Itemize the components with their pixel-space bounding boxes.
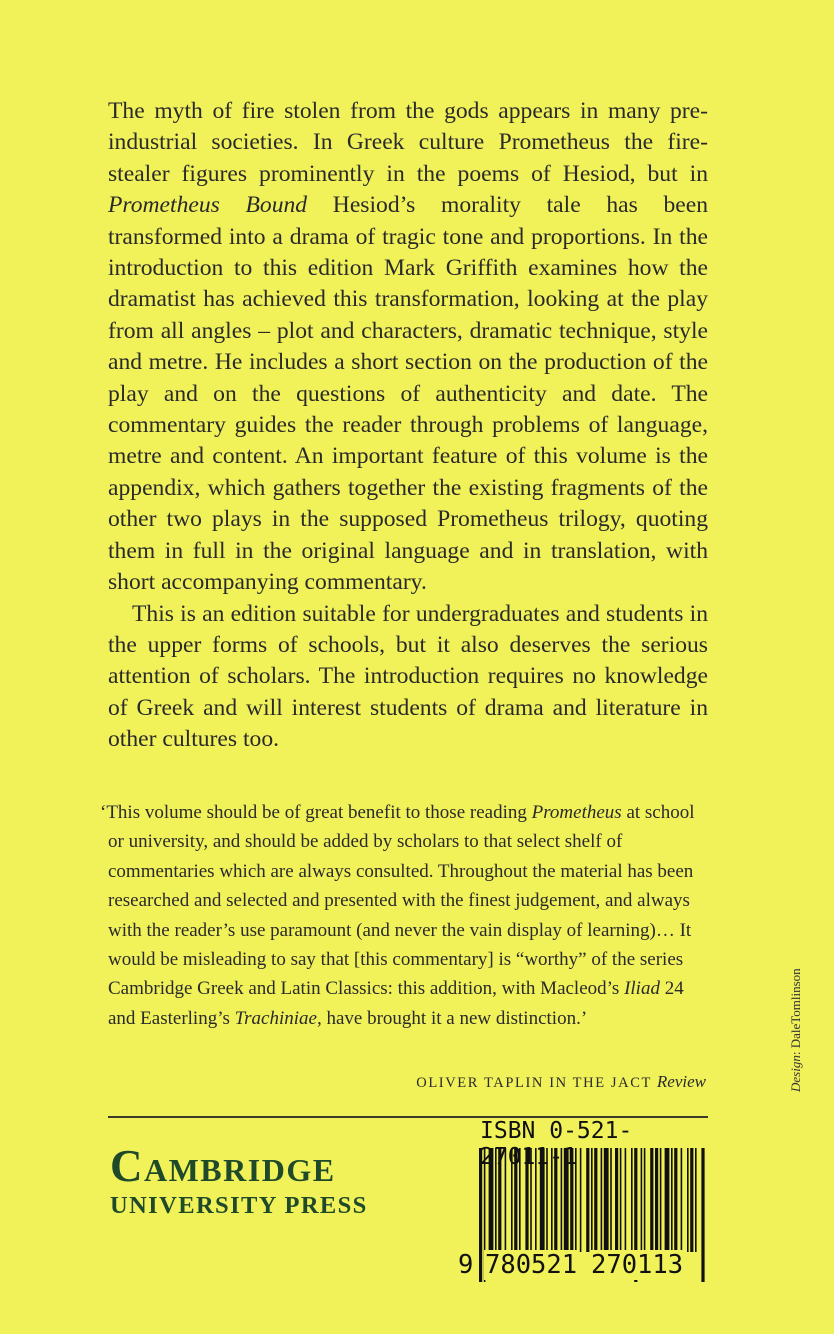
barcode-bar [495, 1148, 497, 1252]
barcode-bar [479, 1148, 482, 1282]
description-paragraph-2: This is an edition suitable for undergraduates and students in the upper forms of schools, but it also deserves the serious attention of scholars. The introduction requires no knowledge of Greek and will interest students of drama and literature in other cultures too. [108, 600, 708, 753]
barcode-bar [586, 1148, 589, 1252]
barcode-bar [671, 1148, 673, 1252]
book-description [108, 96, 708, 756]
barcode-bar [561, 1148, 563, 1252]
barcode-bar [554, 1148, 557, 1252]
barcode-bar [674, 1148, 677, 1252]
description-paragraph-1: The myth of fire stolen from the gods appears in many pre-industrial societies. In Greek culture Prometheus the fire-stealer figures prominently in the poems of Hesiod, but in Prometheus Bound Hesiod’s morality tale has been transformed into a drama of tragic tone and proportions. In the introduction to this edition Mark Griffith examines how the dramatist has achieved this transformation, looking at the play from all angles – plot and characters, dramatic technique, style and metre. He includes a short section on the production of the play and on the questions of authenticity and date. The commentary guides the reader through problems of language, metre and content. An important feature of this volume is the appendix, which gathers together the existing fragments of the other two plays in the supposed Prometheus trilogy, quoting them in full in the original language and in translation, with short accompanying commentary. [108, 98, 709, 596]
barcode-bar [690, 1148, 693, 1252]
publisher-press: UNIVERSITY PRESS [110, 1192, 368, 1219]
quote-attribution: OLIVER TAPLIN IN THE JACT Review [416, 1072, 706, 1091]
barcode-bar [525, 1148, 528, 1252]
barcode-bar [594, 1148, 597, 1252]
barcode-bar [610, 1148, 612, 1252]
barcode-bar [505, 1148, 507, 1252]
barcode-bar [650, 1148, 653, 1252]
barcode-bar [631, 1148, 633, 1252]
barcode-bar [620, 1148, 622, 1252]
barcode-bar [660, 1148, 662, 1252]
barcode-bar [489, 1148, 494, 1252]
barcode-bar [695, 1148, 697, 1252]
barcode-bar [681, 1148, 683, 1252]
barcode-bar [625, 1148, 627, 1252]
barcode-bar [644, 1148, 646, 1252]
barcode-bar [564, 1148, 569, 1252]
barcode-bar [641, 1148, 643, 1252]
design-credit: Design: DaleTomlinson [788, 968, 803, 1092]
barcode-bar [687, 1148, 689, 1252]
barcode-bar [546, 1148, 548, 1252]
barcode-bar [519, 1148, 521, 1252]
barcode-bar [551, 1148, 553, 1252]
isbn-label: ISBN 0-521-27011-1 [480, 1118, 633, 1170]
barcode-bar [591, 1148, 593, 1252]
barcode-bar [530, 1148, 532, 1252]
quote-text: ‘This volume should be of great benefit to those reading Prometheus at school or university, and should be added by scholars to that select shelf of commentaries which are always consulted. Throughout the material has been researched and selected and presented with the finest judgement, and always with the reader’s use paramount (and never the vain display of learning)… It would be misleading to say that [this commentary] is “worthy” of the series Cambridge Greek and Latin Classics: this addition, with Macleod’s Iliad 24 and Easterling’s Trachiniae, have brought it a new distinction.’ [100, 802, 695, 1029]
publisher-logo [110, 1142, 368, 1220]
barcode-bar [615, 1148, 618, 1252]
barcode-bar [580, 1148, 582, 1252]
barcode-bar [604, 1148, 609, 1252]
barcode-bar [511, 1148, 513, 1252]
barcode-bar [498, 1148, 501, 1252]
barcode-bar [570, 1148, 573, 1252]
barcode-bar [514, 1148, 517, 1252]
barcode-bar [540, 1148, 545, 1252]
barcode-bar [655, 1148, 658, 1252]
barcode-bar [535, 1148, 537, 1252]
review-quote [100, 798, 708, 1033]
play-title: Prometheus Bound [108, 192, 308, 219]
barcode-bar [601, 1148, 603, 1252]
barcode-bar [575, 1148, 577, 1252]
barcode-bar [665, 1148, 670, 1252]
barcode-bar [701, 1148, 704, 1282]
publisher-name: Cambridge [110, 1141, 336, 1191]
barcode-digit-first: 9 [458, 1250, 474, 1280]
barcode-digit-group-2: 270113 [591, 1250, 684, 1280]
barcode-digit-group-1: 780521 [485, 1250, 578, 1280]
